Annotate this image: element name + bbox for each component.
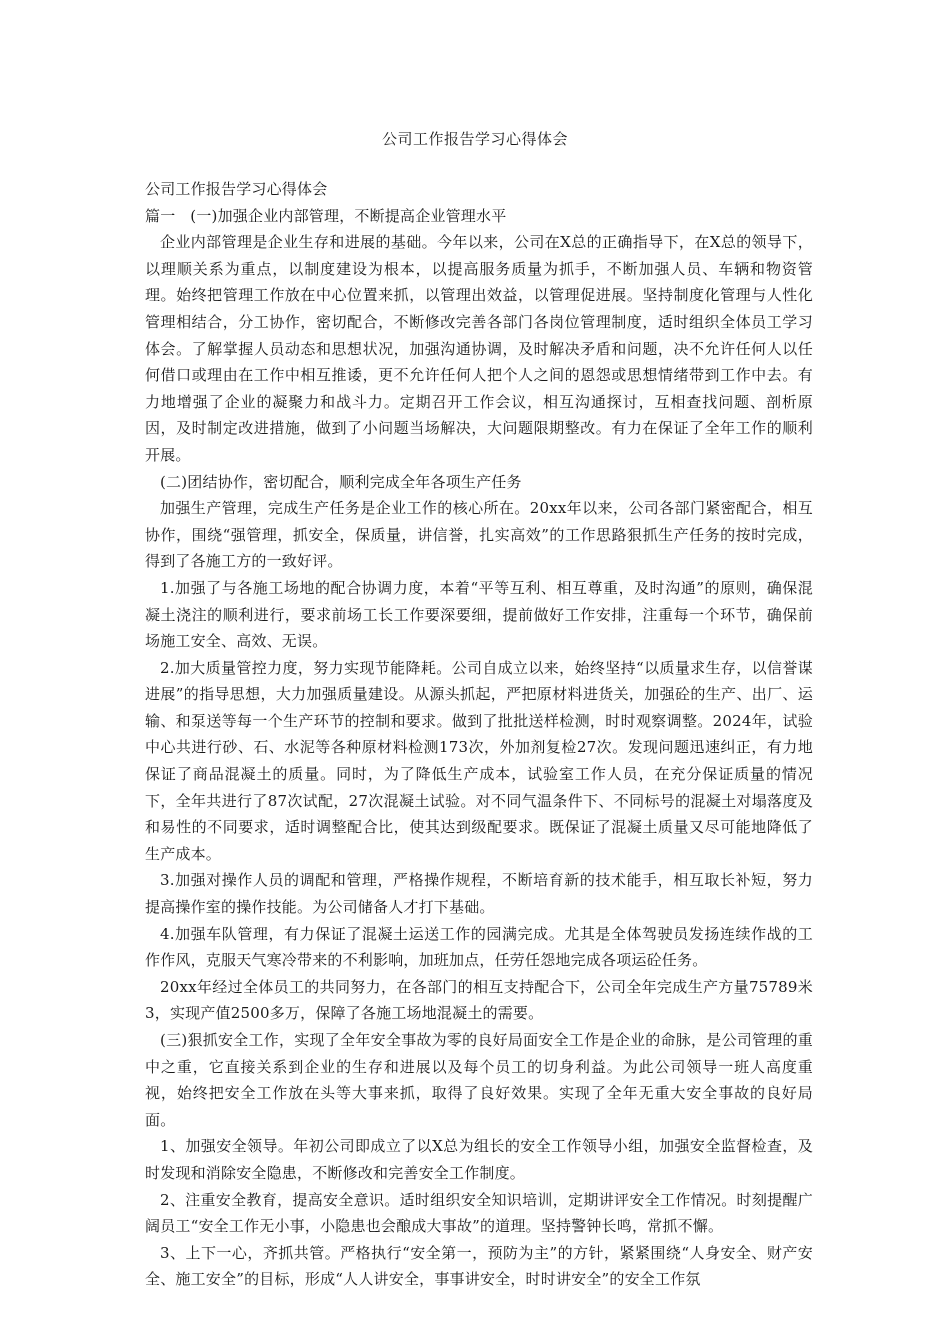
paragraph: 加强生产管理，完成生产任务是企业工作的核心所在。20xx年以来，公司各部门紧密配合，相互协作，围绕“强管理，抓安全，保质量，讲信誉，扎实高效”的工作思路狠抓生产任务的按时完成，得到了各施工方的一致好评。: [145, 499, 813, 571]
paragraph: 3.加强对操作人员的调配和管理，严格操作规程，不断培育新的技术能手，相互取长补短，努力提高操作室的操作技能。为公司储备人才打下基础。: [145, 871, 813, 917]
paragraph: (三)狠抓安全工作，实现了全年安全事故为零的良好局面安全工作是企业的命脉，是公司管理的重中之重，它直接关系到企业的生存和进展以及每个员工的切身利益。为此公司领导一班人高度重视，始终把安全工作放在头等大事来抓，取得了良好效果。实现了全年无重大安全事故的良好局面。: [145, 1031, 813, 1129]
paragraph: 篇一 (一)加强企业内部管理，不断提高企业管理水平: [145, 206, 507, 225]
paragraph: 2、注重安全教育，提高安全意识。适时组织安全知识培训，定期讲评安全工作情况。时刻提醒广阔员工“安全工作无小事，小隐患也会酿成大事故”的道理。坚持警钟长鸣，常抓不懈。: [145, 1190, 813, 1236]
paragraph: 企业内部管理是企业生存和进展的基础。今年以来，公司在X总的正确指导下，在X总的领导下，以理顺关系为重点，以制度建设为根本，以提高服务质量为抓手，不断加强人员、车辆和物资管理。始终把管理工作放在中心位置来抓，以管理出效益，以管理促进展。坚持制度化管理与人性化管理相结合，分工协作，密切配合，不断修改完善各部门各岗位管理制度，适时组织全体员工学习体会。了解掌握人员动态和思想状况，加强沟通协调，及时解决矛盾和问题，决不允许任何人以任何借口或理由在工作中相互推诿，更不允许任何人把个人之间的恩怨或思想情绪带到工作中去。有力地增强了企业的凝聚力和战斗力。定期召开工作会议，相互沟通探讨，互相查找问题、剖析原因，及时制定改进措施，做到了小问题当场解决，大问题限期整改。有力在保证了全年工作的顺利开展。: [145, 233, 813, 464]
paragraph: 3、上下一心，齐抓共管。严格执行“安全第一，预防为主”的方针，紧紧围绕“人身安全、财产安全、施工安全”的目标，形成“人人讲安全，事事讲安全，时时讲安全”的安全工作氛: [145, 1243, 813, 1289]
paragraph: 20xx年经过全体员工的共同努力，在各部门的相互支持配合下，公司全年完成生产方量75789米3，实现产值2500多万，保障了各施工场地混凝土的需要。: [145, 977, 813, 1023]
document-title: 公司工作报告学习心得体会: [381, 130, 568, 148]
paragraph: 4.加强车队管理，有力保证了混凝土运送工作的园满完成。尤其是全体驾驶员发扬连续作战的工作作风，克服天气寒冷带来的不利影响，加班加点，任劳任怨地完成各项运砼任务。: [145, 924, 813, 970]
paragraph: 1、加强安全领导。年初公司即成立了以X总为组长的安全工作领导小组，加强安全监督检查，及时发现和消除安全隐患，不断修改和完善安全工作制度。: [145, 1137, 813, 1182]
paragraph: 公司工作报告学习心得体会: [145, 180, 328, 198]
paragraph: 2.加大质量管控力度，努力实现节能降耗。公司自成立以来，始终坚持“以质量求生存，以信誉谋进展”的指导思想，大力加强质量建设。从源头抓起，严把原材料进货关，加强砼的生产、出厂、运输、和泵送等每一个生产环节的控制和要求。做到了批批送样检测，时时观察调整。2024年，试验中心共进行砂、石、水泥等各种原材料检测173次，外加剂复检27次。发现问题迅速纠正，有力地保证了商品混凝土的质量。同时，为了降低生产成本，试验室工作人员，在充分保证质量的情况下，全年共进行了87次试配，27次混凝土试验。对不同气温条件下、不同标号的混凝土对塌落度及和易性的不同要求，适时调整配合比，使其达到级配要求。既保证了混凝土质量又尽可能地降低了生产成本。: [145, 658, 813, 863]
paragraph: (二)团结协作，密切配合，顺利完成全年各项生产任务: [160, 472, 522, 491]
document-body: [145, 176, 813, 1293]
paragraph: 1.加强了与各施工场地的配合协调力度，本着“平等互利、相互尊重，及时沟通”的原则，确保混凝土浇注的顺利进行，要求前场工长工作要深要细，提前做好工作安排，注重每一个环节，确保前场施工安全、高效、无误。: [145, 578, 813, 651]
